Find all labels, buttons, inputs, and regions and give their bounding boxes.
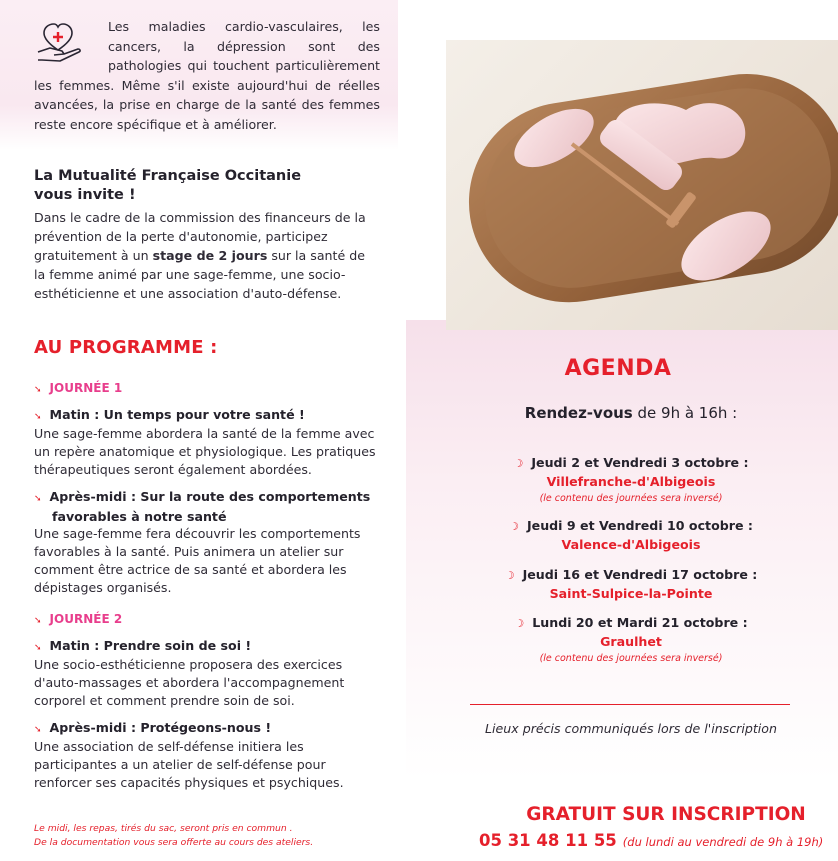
photo (446, 40, 838, 330)
event-2: ☽ Jeudi 9 et Vendredi 10 octobre : Valence-d'Albigeois (509, 518, 753, 552)
agenda-title: AGENDA (564, 356, 672, 381)
programme-title: AU PROGRAMME : (34, 337, 218, 358)
face-roller-illustration (446, 40, 838, 330)
invite-bold: stage de 2 jours (152, 248, 268, 263)
crescent-moon-icon: ☽ (514, 617, 525, 630)
right-column (398, 0, 838, 861)
lieux-note: Lieux précis communiqués lors de l'inscription (485, 721, 777, 736)
phone-line (479, 831, 823, 850)
arrow-bullet-icon: ➘ (34, 494, 42, 504)
invite-paragraph: Dans le cadre de la commission des financeurs de la prévention de la perte d'autonomie, participez gratuitement à un stage de 2 jours sur la santé de la femme animé par une sage-femme, une socio-esthéticienne et une association d'auto-défense. (34, 210, 366, 301)
invite-title (34, 167, 374, 205)
arrow-bullet-icon: ➘ (34, 643, 42, 653)
invite-title-line1: La Mutualité Française Occitanie (34, 168, 302, 184)
event-3: ☽ Jeudi 16 et Vendredi 17 octobre : Saint-Sulpice-la-Pointe (504, 567, 758, 601)
d1-afternoon-text: Une sage-femme fera découvrir les comportements favorables à la santé. Puis animera un atelier sur comment être actrice de sa santé et abordera les dépistages organisés. (34, 526, 361, 595)
day2-label: ➘ JOURNÉE 2 (34, 612, 123, 626)
crescent-moon-icon: ☽ (509, 520, 519, 533)
day1-label: ➘ JOURNÉE 1 (34, 381, 123, 395)
divider (470, 704, 790, 705)
footnote: Le midi, les repas, tirés du sac, seront pris en commun . De la documentation vous sera offerte au cours des ateliers. (34, 823, 314, 848)
phone-number[interactable]: 05 31 48 11 55 (479, 831, 617, 850)
gratuit-title: GRATUIT SUR INSCRIPTION (526, 804, 806, 825)
left-column (0, 0, 398, 861)
crescent-moon-icon: ☽ (504, 569, 515, 582)
arrow-bullet-icon: ➘ (34, 725, 42, 735)
intro-paragraph: Les maladies cardio-vasculaires, les cancers, la dépression sont des pathologies qui touchent particulièrement les femmes. Même s'il existe aujourd'hui de réelles avancées, la prise en charge de la santé des femmes reste encore spécifique et à améliorer. (34, 19, 380, 132)
invite-title-line2: vous invite ! (34, 187, 136, 203)
d2-morning-text: Une socio-esthéticienne proposera des exercices d'auto-massages et abordera l'accompagnement corporel et comment prendre soin de soi. (34, 657, 345, 708)
arrow-bullet-icon: ➘ (34, 385, 42, 395)
phone-hours: (du lundi au vendredi de 9h à 19h) (622, 835, 824, 849)
event-1: ☽ Jeudi 2 et Vendredi 3 octobre : Villefranche-d'Albigeois (le contenu des journées sera inversé) (513, 455, 749, 504)
d2-morning-title: ➘ Matin : Prendre soin de soi ! (34, 638, 252, 653)
d1-morning-text: Une sage-femme abordera la santé de la femme avec un repère anatomique et physiologique. Les pratiques thérapeutiques seront également abordées. (34, 426, 376, 477)
arrow-bullet-icon: ➘ (34, 616, 42, 626)
rendezvous-line: Rendez-vous de 9h à 16h : (524, 404, 738, 422)
crescent-moon-icon: ☽ (513, 457, 524, 470)
d2-afternoon-text: Une association de self-défense initiera les participantes a un atelier de self-défense pour renforcer ses capacités physiques et psychiques. (34, 739, 344, 790)
d2-afternoon-title: ➘ Après-midi : Protégeons-nous ! (34, 720, 272, 735)
event-4: ☽ Lundi 20 et Mardi 21 octobre : Graulhet (le contenu des journées sera inversé) (514, 615, 748, 664)
d1-morning-title: ➘ Matin : Un temps pour votre santé ! (34, 407, 305, 422)
arrow-bullet-icon: ➘ (34, 412, 42, 422)
d1-afternoon-title: ➘ Après-midi : Sur la route des comportements favorables à notre santé (34, 489, 371, 524)
